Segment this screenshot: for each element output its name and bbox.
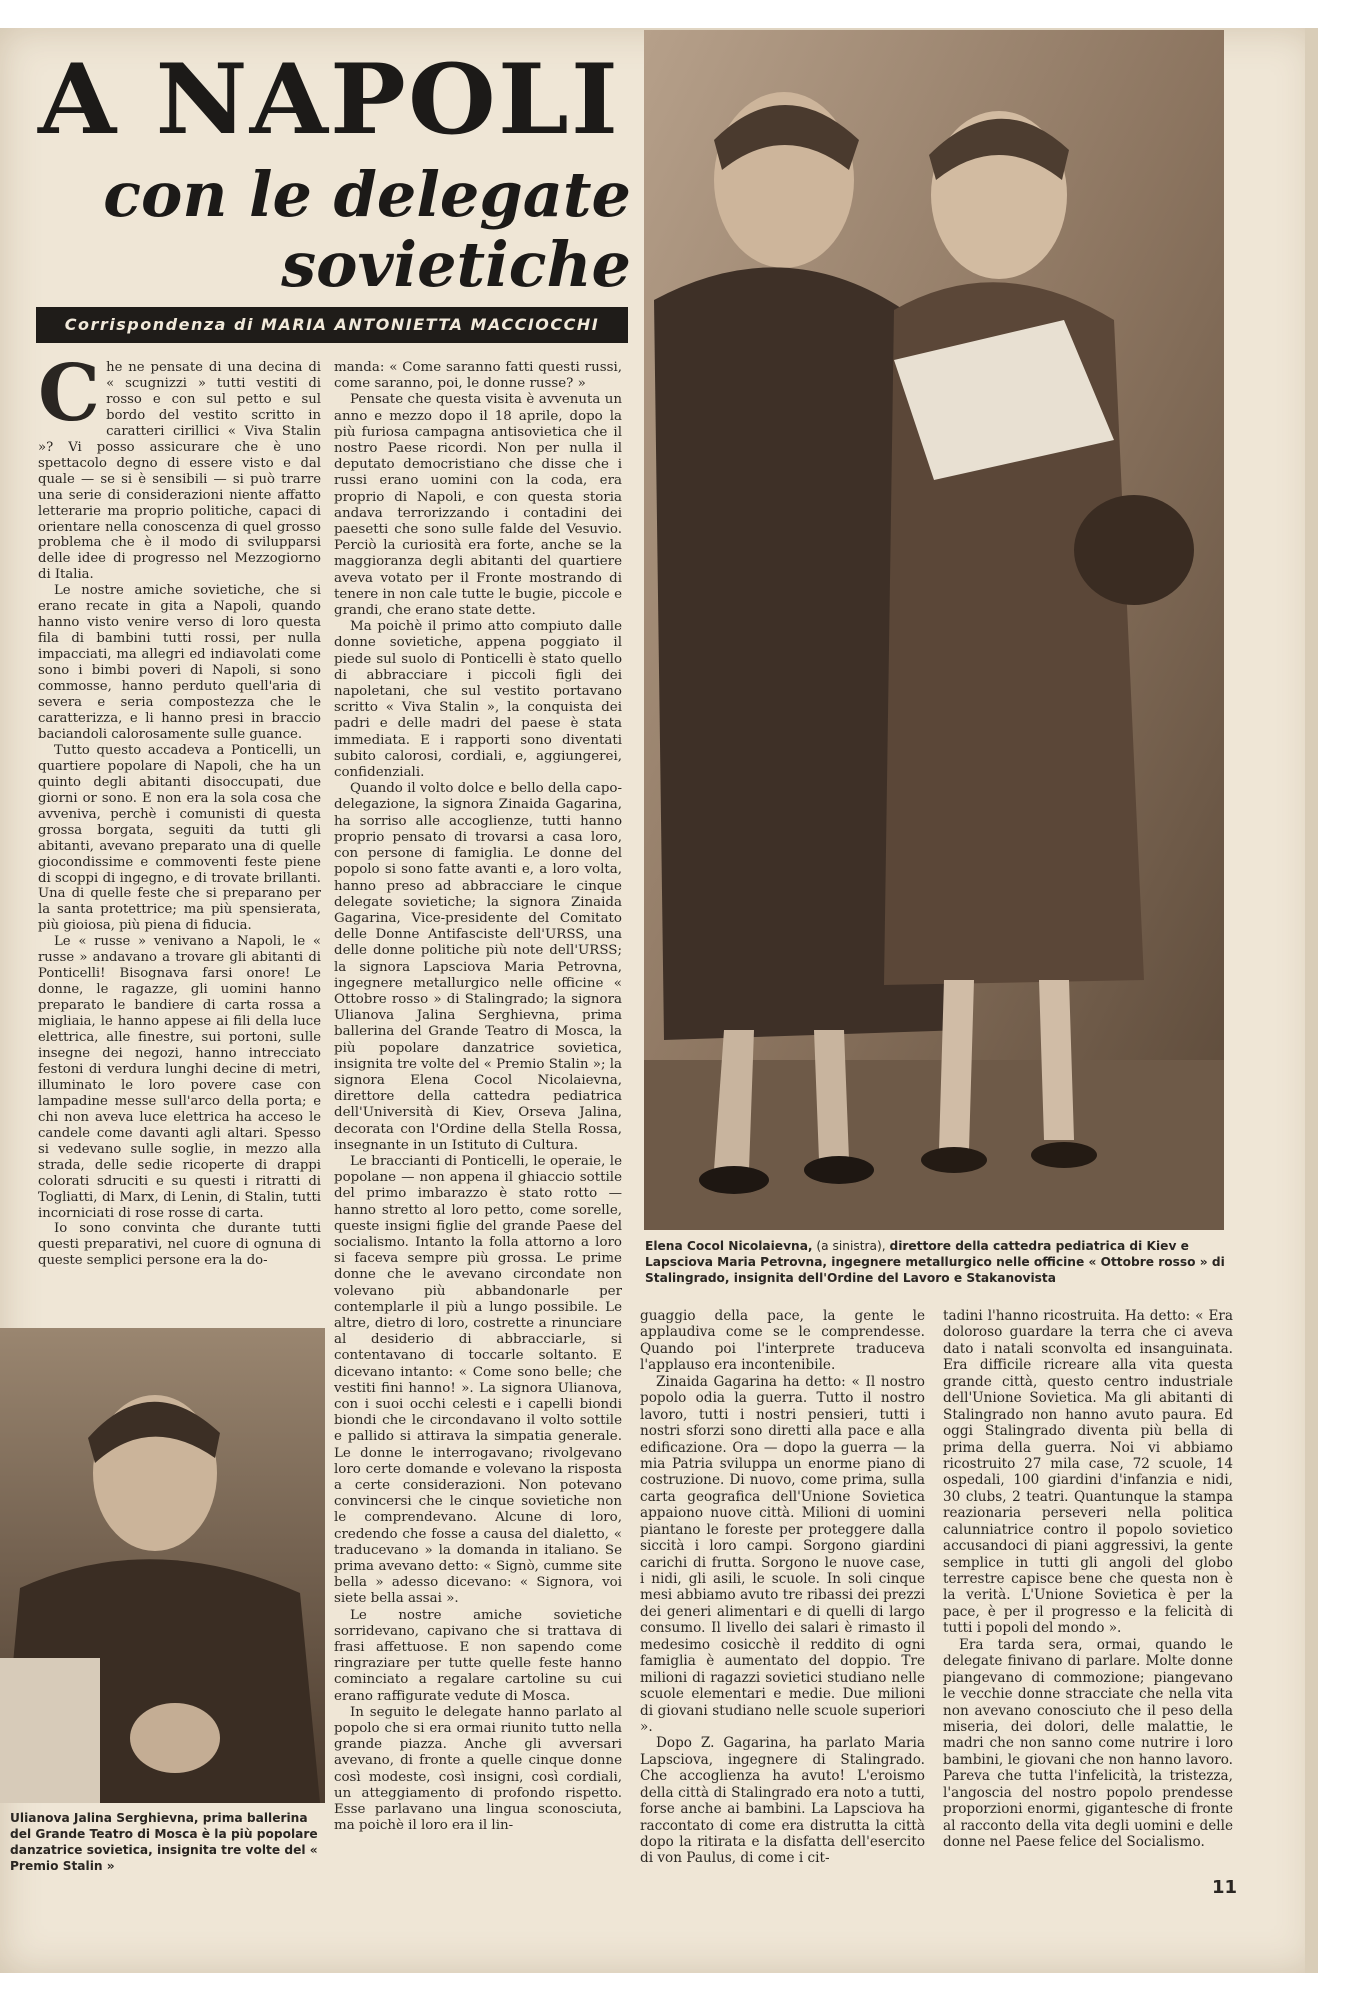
byline-bar: Corrispondenza di MARIA ANTONIETTA MACCIOCCHI <box>36 307 628 343</box>
article-column-3 <box>640 1308 925 1868</box>
article-column-1 <box>38 360 321 1315</box>
article-paragraph: Le nostre amiche sovietiche, che si erano recate in gita a Napoli, quando hanno visto venire verso di loro questa fila di bambini tutti rossi, per nulla impacciati, ma allegri ed indiavolati come sono i bimbi poveri di Napoli, si sono commosse, hanno perduto quell'aria di severa e seria compostezza che le caratterizza, e li hanno presi in braccio baciandoli calorosamente sulle guance. <box>38 583 321 742</box>
left-photo-caption: Ulianova Jalina Serghievna, prima ballerina del Grande Teatro di Mosca è la più popolare danzatrice sovietica, insignita tre volte del « Premio Stalin » <box>10 1811 318 1873</box>
headline-title: A NAPOLI <box>38 43 621 156</box>
article-paragraph: Zinaida Gagarina ha detto: « Il nostro popolo odia la guerra. Tutto il nostro lavoro, tutti i nostri pensieri, tutti i nostri sforzi sono diretti alla pace e alla edificazione. Ora — dopo la guerra — la mia Patria sviluppa un enorme piano di costruzione. Di nuovo, come prima, sulla carta geografica dell'Unione Sovietica appaiono nuove città. Milioni di uomini piantano le foreste per proteggere dalla siccità i loro campi. Sorgono giardini carichi di frutta. Sorgono le nuove case, i nidi, gli asili, le scuole. In soli cinque mesi abbiamo avuto tre ribassi dei prezzi dei generi alimentari e di quelli di largo consumo. Il livello dei salari è rimasto il medesimo cosicchè il reddito di ogni famiglia è aumentato del doppio. Tre milioni di ragazzi sovietici studiano nelle scuole elementari e medie. Due milioni di giovani studiano nelle scuole superiori ». <box>640 1373 925 1735</box>
article-paragraph: Era tarda sera, ormai, quando le delegate finivano di parlare. Molte donne piangevano di commozione; piangevano le vecchie donne stracciate che nella vita non avevano conosciuto che il peso della miseria, dei dolori, delle malattie, le madri che non sanno come nutrire i loro bambini, le giovani che non hanno lavoro. Pareva che tutta l'infelicità, la tristezza, l'angoscia del nostro popolo prendesse proporzioni enormi, gigantesche di fronte al racconto della vita degli uomini e delle donne nel Paese felice del Socialismo. <box>943 1636 1233 1850</box>
article-paragraph: Le braccianti di Ponticelli, le operaie, le popolane — non appena il ghiaccio sottile del primo imbarazzo è stato rotto — hanno stretto al loro petto, come sorelle, queste insigni figlie del grande Paese del socialismo. Intanto la folla attorno a loro si faceva sempre più grossa. Le prime donne che le avevano circondate non volevano più abbandonarle per contemplarle il più a lungo possibile. Le altre, dietro di loro, costrette a rinunciare al desiderio di abbracciarle, si contentavano di toccarle soltanto. E dicevano intanto: « Come sono belle; che vestiti fini hanno! ». La signora Ulianova, con i suoi occhi celesti e i capelli biondi biondi che le circondavano il volto sottile e pallido si attirava la simpatia generale. Le donne le interrogavano; rivolgevano loro certe domande e volevano la risposta a certe considerazioni. Non potevano convincersi che le cinque sovietiche non le comprendevano. Alcune di loro, credendo che fosse a causa del dialetto, « traducevano » la domanda in italiano. Se prima avevano detto: « Signò, cumme site bella » adesso dicevano: « Signora, voi siete bella assai ». <box>334 1153 622 1607</box>
article-paragraph: guaggio della pace, la gente le applaudiva come se le comprendesse. Quando poi l'interprete traduceva l'applauso era incontenibile. <box>640 1308 925 1374</box>
page-edge <box>1305 28 1318 1973</box>
article-paragraph: In seguito le delegate hanno parlato al popolo che si era ormai riunito tutto nella grande piazza. Anche gli avversari avevano, di fronte a quelle cinque donne così modeste, così insigni, così cordiali, un atteggiamento di profondo rispetto. Esse parlavano una lingua sconosciuta, ma poichè il loro era il lin- <box>334 1704 622 1834</box>
drop-cap: C <box>38 360 101 439</box>
article-paragraph: Le nostre amiche sovietiche sorridevano, capivano che si trattava di frasi affettuose. E non sapendo come ringraziare per tutte quelle feste hanno cominciato a regalare cartoline su cui erano raffigurate vedute di Mosca. <box>334 1607 622 1704</box>
article-paragraph: Dopo Z. Gagarina, ha parlato Maria Lapsciova, ingegnere di Stalingrado. Che accoglienza ha avuto! L'eroismo della città di Stalingrado era noto a tutti, forse anche ai bambini. La Lapsciova ha raccontato di come era distrutta la città dopo la ritirata e la disfatta dell'esercito di von Paulus, di come i cit- <box>640 1735 925 1867</box>
article-paragraph: Tutto questo accadeva a Ponticelli, un quartiere popolare di Napoli, che ha un quinto degli abitanti disoccupati, due giorni or sono. E non era la sola cosa che avveniva, perchè i comunisti di questa grossa borgata, seguiti da tutti gli abitanti, avevano preparato una di quelle giocondissime e commoventi feste piene di scoppi di ingegno, e di trovate brillanti. Una di quelle feste che si preparano per la santa protettrice; ma più spensierata, più gioiosa, più piena di fiducia. <box>38 742 321 934</box>
article-paragraph: Pensate che questa visita è avvenuta un anno e mezzo dopo il 18 aprile, dopo la più furiosa campagna antisovietica che il nostro Paese ricordi. Non per nulla il deputato democristiano che disse che i russi erano uomini con la coda, era proprio di Napoli, e con questa storia andava terrorizzando i contadini dei paesetti che sono sulle falde del Vesuvio. Perciò la curiosità era forte, anche se la maggioranza degli abitanti del quartiere aveva votato per il Fronte mostrando di tenere in non cale tutte le bugie, piccole e grandi, che erano state dette. <box>334 392 622 619</box>
main-photo-two-delegates <box>644 30 1224 1230</box>
article-paragraph: tadini l'hanno ricostruita. Ha detto: « Era doloroso guardare la terra che ci aveva dato i natali sconvolta ed insanguinata. Era difficile ricreare alla vita questa grande città, questo centro industriale dell'Unione Sovietica. Ma gli abitanti di Stalingrado non hanno avuto paura. Ed oggi Stalingrado diventa più bella di prima della guerra. Noi vi abbiamo ricostruito 27 mila case, 72 scuole, 14 ospedali, 100 giardini d'infanzia e nidi, 30 clubs, 2 teatri. Quantunque la stampa reazionaria perseveri nella politica calunniatrice contro il popolo sovietico accusandoci di piani aggressivi, la gente semplice in tutti gli angoli del globo terrestre capisce bene che questa non è la verità. L'Unione Sovietica è per la pace, è per il progresso e la felicità di tutti i popoli del mondo ». <box>943 1308 1233 1637</box>
article-column-4 <box>943 1308 1233 1868</box>
article-paragraph: Quando il volto dolce e bello della capo-delegazione, la signora Zinaida Gagarina, ha sorriso alle accoglienze, tutti hanno proprio pensato di trovarsi a casa loro, con persone di famiglia. Le donne del popolo si sono fatte avanti e, a loro volta, hanno preso ad abbracciare le cinque delegate sovietiche; la signora Zinaida Gagarina, Vice-presidente del Comitato delle Donne Antifasciste dell'URSS, una delle donne politiche più note dell'URSS; la signora Lapsciova Maria Petrovna, ingegnere metallurgico nelle officine « Ottobre rosso » di Stalingrado; la signora Ulianova Jalina Serghievna, prima ballerina del Grande Teatro di Mosca, la più popolare danzatrice sovietica, insignita tre volte del « Premio Stalin »; la signora Elena Cocol Nicolaievna, direttore della cattedra pediatrica dell'Università di Kiev, Orseva Jalina, decorata con l'Ordine della Stella Rossa, insegnante in un Istituto di Cultura. <box>334 781 622 1153</box>
left-photo-ballerina <box>0 1328 325 1803</box>
photo-illustration <box>0 1328 325 1803</box>
page-number: 11 <box>1212 1877 1238 1898</box>
article-paragraph: manda: « Come saranno fatti questi russi, come saranno, poi, le donne russe? » <box>334 360 622 392</box>
main-photo-caption: Elena Cocol Nicolaievna, (a sinistra), direttore della cattedra pediatrica di Kiev e Lapsciova Maria Petrovna, ingegnere metallurgico nelle officine « Ottobre rosso » di Stalingrado, insignita dell'Ordine del Lavoro e Stakanovista <box>645 1239 1225 1285</box>
photo-illustration <box>644 30 1224 1230</box>
headline-subtitle: con le delegate sovietiche <box>103 158 631 301</box>
article-paragraph: Io sono convinta che durante tutti questi preparativi, nel cuore di ognuna di queste semplici persone era la do- <box>38 1221 321 1269</box>
article-paragraph: Ma poichè il primo atto compiuto dalle donne sovietiche, appena poggiato il piede sul suolo di Ponticelli è stato quello di abbracciare i piccoli figli dei napoletani, che sul vestito portavano scritto « Viva Stalin », la conquista dei padri e delle madri del paese è stata immediata. E i rapporti sono diventati subito calorosi, cordiali, e, aggiungerei, confidenziali. <box>334 619 622 781</box>
article-column-2 <box>334 360 622 1880</box>
article-paragraph: Che ne pensate di una decina di « scugnizzi » tutti vestiti di rosso e con sul petto e sul bordo del vestito scritto in caratteri cirillici « Viva Stalin »? Vi posso assicurare che è uno spettacolo degno di essere visto e dal quale — se si è sensibili — si può trarre una serie di considerazioni niente affatto letterarie ma proprio politiche, capaci di orientare nella conoscenza di quel grosso problema che è il modo di svilupparsi delle idee di progresso nel Mezzogiorno di Italia. <box>38 360 321 583</box>
article-paragraph: Le « russe » venivano a Napoli, le « russe » andavano a trovare gli abitanti di Ponticelli! Bisognava farsi onore! Le donne, le ragazze, gli uomini hanno preparato le bandiere di carta rossa a migliaia, le hanno appese ai fili della luce elettrica, alle finestre, sui portoni, sulle insegne dei negozi, hanno intrecciato festoni di verdura lunghi decine di metri, illuminato le loro povere case con lampadine messe sull'arco della porta; e chi non aveva luce elettrica ha acceso le candele come davanti agli altari. Spesso si vedevano sulle soglie, in mezzo alla strada, delle sedie ricoperte di drappi colorati sdruciti e su questi i ritratti di Togliatti, di Marx, di Lenin, di Stalin, tutti incorniciati di rose rosse di carta. <box>38 934 321 1221</box>
